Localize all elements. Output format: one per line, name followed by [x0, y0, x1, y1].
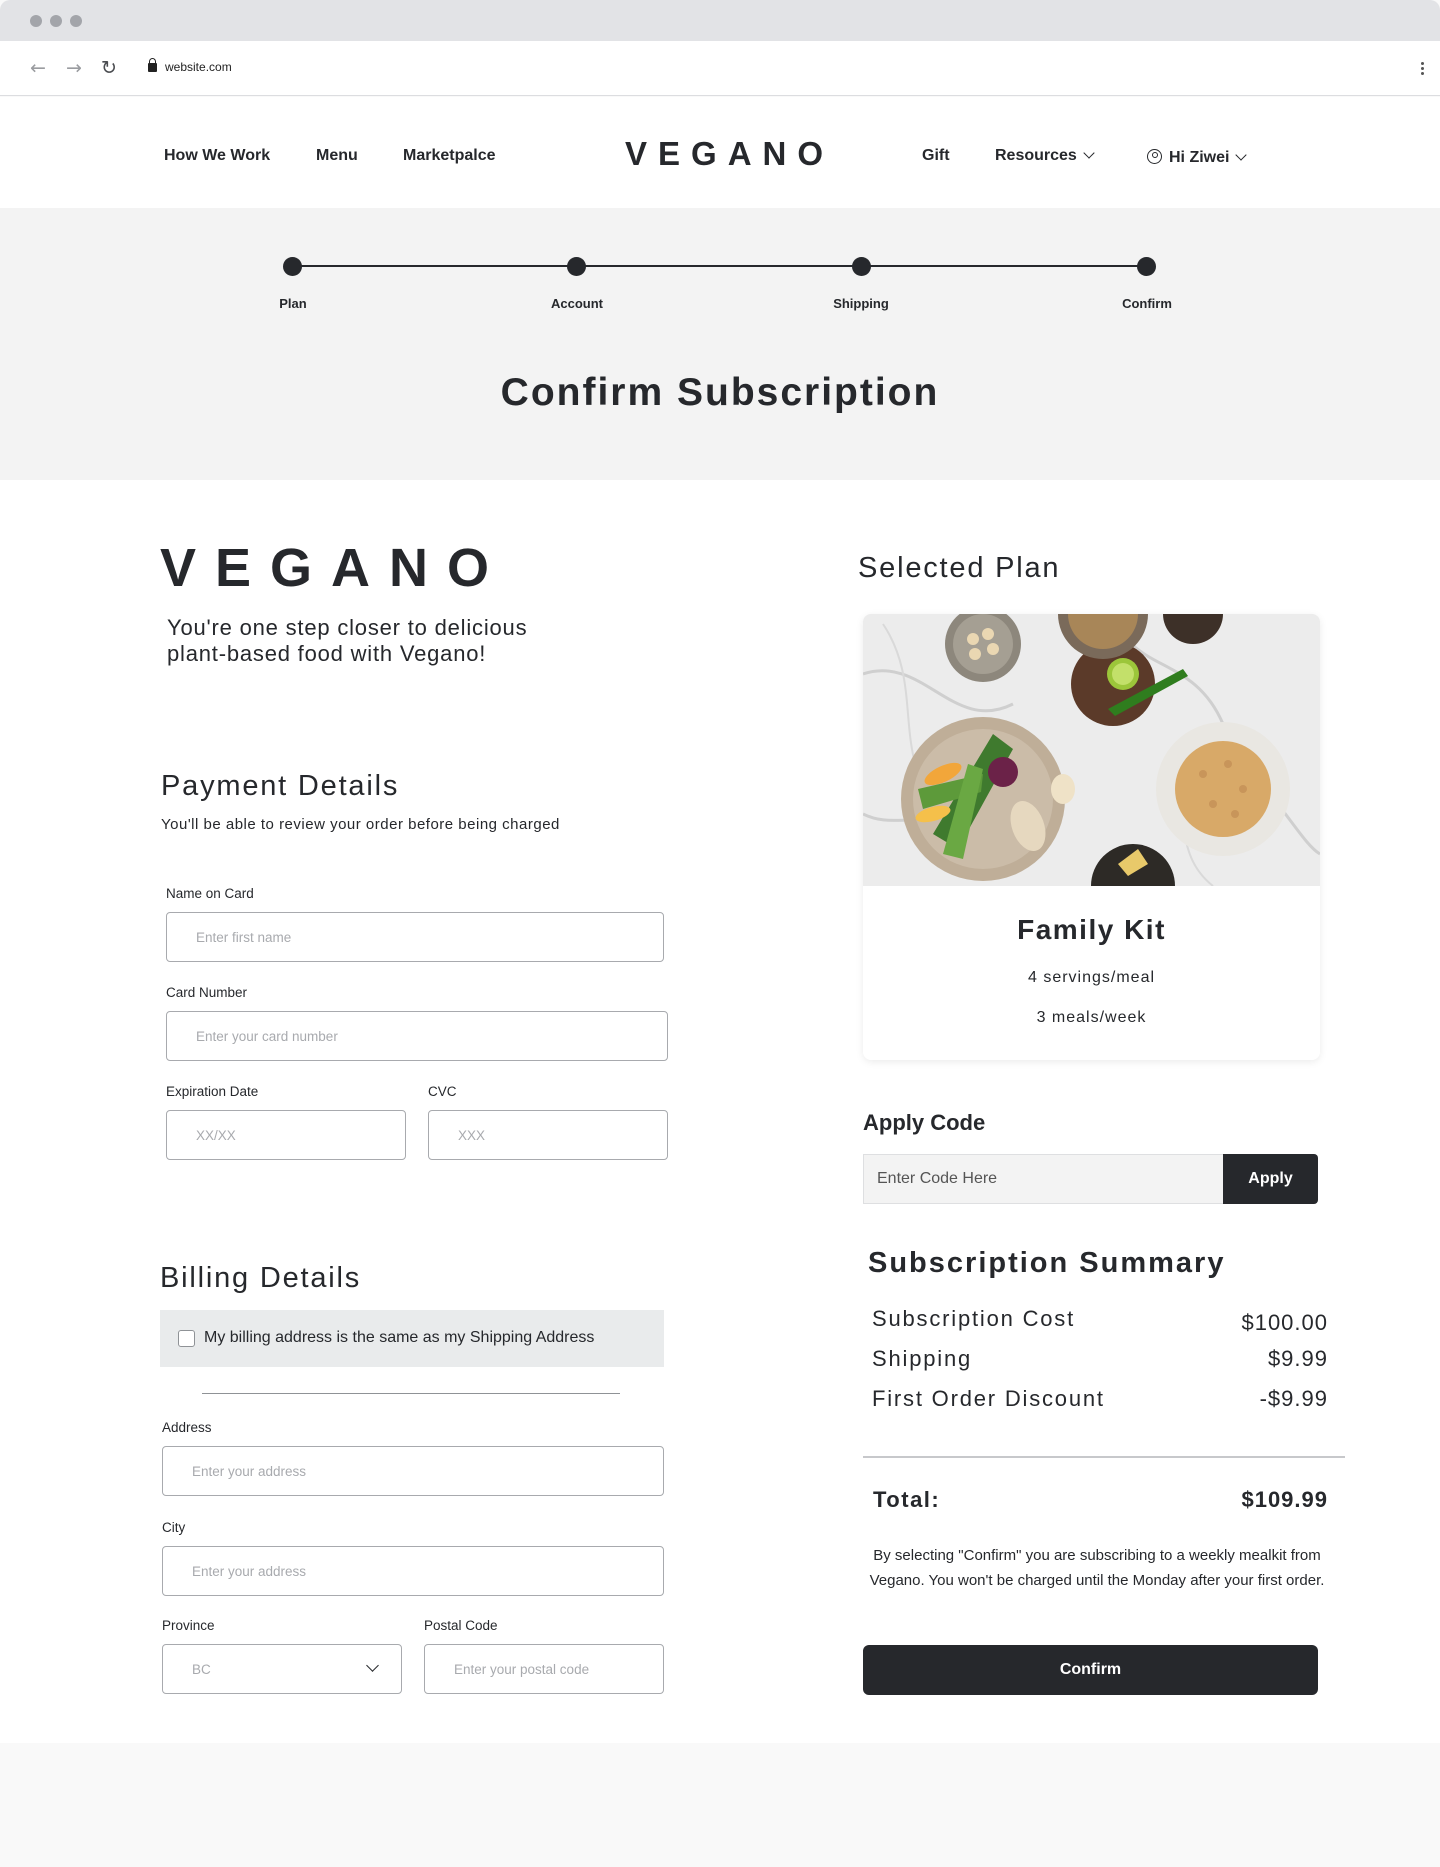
browser-menu-icon[interactable] [1421, 62, 1424, 77]
address-label: Address [162, 1420, 212, 1435]
name-on-card-label: Name on Card [166, 886, 254, 901]
nav-menu[interactable]: Menu [316, 147, 358, 164]
apply-code-title: Apply Code [863, 1110, 986, 1135]
postal-code-label: Postal Code [424, 1618, 498, 1633]
step-label-confirm: Confirm [1122, 296, 1172, 311]
expiration-date-label: Expiration Date [166, 1084, 259, 1099]
plan-food-image [863, 614, 1320, 886]
chevron-down-icon [1083, 147, 1094, 158]
step-dot-shipping[interactable] [852, 257, 871, 276]
summary-value-subscription-cost: $100.00 [1241, 1310, 1328, 1335]
apply-code-button[interactable]: Apply [1223, 1154, 1318, 1204]
window-close-dot[interactable] [30, 15, 42, 27]
cvc-input[interactable] [428, 1110, 668, 1160]
site-header [0, 97, 1440, 208]
plan-servings: 4 servings/meal [1027, 969, 1156, 986]
user-icon [1147, 149, 1162, 164]
summary-value-discount: -$9.99 [1259, 1386, 1328, 1411]
tagline: You're one step closer to delicious plant-based food with Vegano! [167, 615, 528, 666]
browser-titlebar [0, 0, 1440, 41]
summary-divider [863, 1456, 1345, 1458]
summary-label-shipping: Shipping [872, 1346, 973, 1371]
step-dot-account[interactable] [567, 257, 586, 276]
billing-divider [202, 1393, 620, 1394]
user-greeting: Hi Ziwei [1169, 149, 1230, 166]
postal-code-input[interactable] [424, 1644, 664, 1694]
card-number-input[interactable] [166, 1011, 668, 1061]
name-on-card-input[interactable] [166, 912, 664, 962]
chevron-down-icon [1236, 149, 1247, 160]
summary-value-shipping: $9.99 [1267, 1346, 1328, 1371]
same-address-label[interactable]: My billing address is the same as my Shipping Address [204, 1329, 595, 1346]
step-label-shipping: Shipping [833, 296, 889, 311]
nav-user-menu[interactable] [1147, 147, 1245, 167]
url-text[interactable]: website.com [165, 60, 232, 74]
summary-label-discount: First Order Discount [872, 1386, 1105, 1411]
forward-arrow-icon[interactable]: → [66, 57, 82, 79]
lock-icon [148, 63, 157, 72]
main-content [0, 480, 1440, 1743]
back-arrow-icon[interactable]: ← [30, 57, 46, 79]
nav-how-we-work[interactable]: How We Work [164, 147, 271, 164]
total-label: Total: [873, 1487, 941, 1512]
total-value: $109.99 [1241, 1487, 1328, 1512]
cvc-label: CVC [428, 1084, 457, 1099]
billing-details-title: Billing Details [160, 1262, 362, 1294]
city-input[interactable] [162, 1546, 664, 1596]
nav-resources[interactable] [995, 147, 1093, 165]
step-label-plan: Plan [279, 296, 307, 311]
chevron-down-icon [366, 1659, 379, 1672]
same-address-option[interactable] [160, 1310, 664, 1367]
plan-name: Family Kit [1017, 914, 1166, 945]
browser-address-bar [0, 41, 1440, 96]
step-dot-confirm[interactable] [1137, 257, 1156, 276]
selected-plan-title: Selected Plan [858, 552, 1061, 584]
header-logo[interactable]: VEGANO [625, 135, 835, 172]
expiration-date-input[interactable] [166, 1110, 406, 1160]
nav-gift[interactable]: Gift [922, 147, 950, 164]
selected-plan-card [863, 614, 1320, 1060]
city-label: City [162, 1520, 186, 1535]
promo-code-input[interactable] [863, 1154, 1223, 1204]
page-title: Confirm Subscription [500, 371, 940, 414]
plan-meals: 3 meals/week [1036, 1009, 1147, 1026]
subscription-disclaimer: By selecting "Confirm" you are subscribing to a weekly mealkit from Vegano. You won't be charged until the Monday after your first order. [869, 1547, 1325, 1589]
window-minimize-dot[interactable] [50, 15, 62, 27]
province-value: BC [192, 1662, 211, 1677]
nav-resources-label: Resources [995, 147, 1077, 164]
province-select[interactable] [162, 1644, 402, 1694]
same-address-checkbox[interactable] [178, 1330, 195, 1347]
address-input[interactable] [162, 1446, 664, 1496]
payment-details-subtitle: You'll be able to review your order before being charged [161, 816, 560, 833]
summary-label-subscription-cost: Subscription Cost [872, 1306, 1076, 1331]
progress-line [292, 265, 1147, 267]
step-dot-plan[interactable] [283, 257, 302, 276]
reload-icon[interactable]: ↻ [101, 57, 117, 79]
payment-details-title: Payment Details [161, 770, 400, 802]
brand-logo: VEGANO [160, 538, 509, 598]
province-label: Province [162, 1618, 215, 1633]
nav-marketplace[interactable]: Marketpalce [403, 147, 496, 164]
footer-area [0, 1743, 1440, 1867]
card-number-label: Card Number [166, 985, 248, 1000]
window-maximize-dot[interactable] [70, 15, 82, 27]
confirm-button[interactable]: Confirm [863, 1645, 1318, 1695]
checkout-progress [0, 208, 1440, 480]
step-label-account: Account [551, 296, 603, 311]
subscription-summary-title: Subscription Summary [868, 1247, 1226, 1279]
